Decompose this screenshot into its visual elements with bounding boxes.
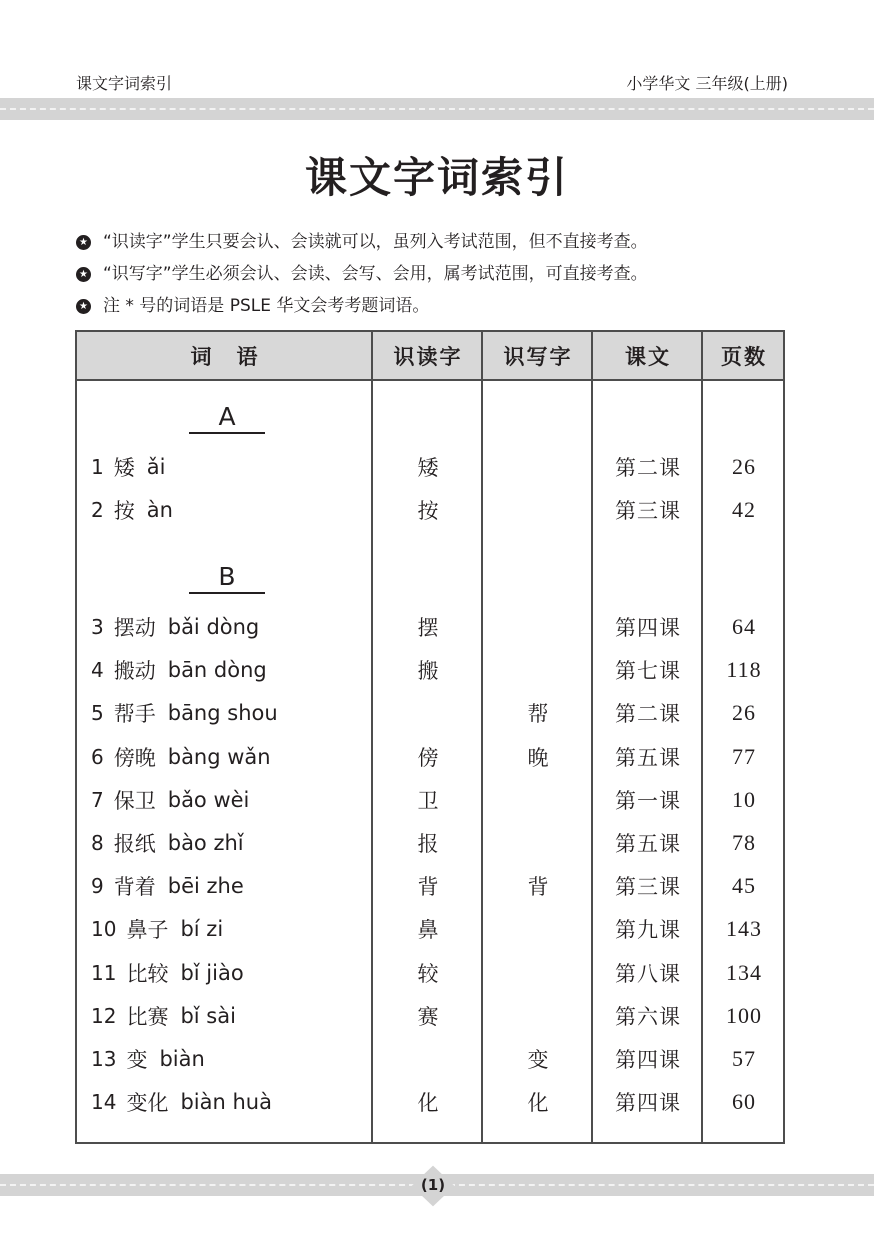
table-row: [77, 780, 783, 820]
entry-word: 鼻子: [126, 918, 169, 943]
lesson-cell: 第二课: [615, 456, 681, 480]
header-band: [0, 98, 874, 120]
star-in-circle-icon: ★: [76, 267, 91, 282]
page-cell: 26: [732, 454, 756, 479]
read-char-cell: 报: [417, 832, 439, 856]
write-char-cell: 晚: [527, 745, 549, 770]
lesson-cell: 第三课: [615, 875, 681, 900]
word-entry: [91, 737, 271, 777]
entry-number: 6: [91, 744, 104, 769]
column-header-page: 页数: [721, 344, 767, 369]
read-char-cell: 背: [417, 875, 439, 900]
column-header-lesson: 课文: [625, 344, 671, 369]
page-cell: 143: [726, 916, 762, 942]
page-cell: 78: [732, 830, 756, 855]
entry-pinyin: bí zi: [180, 917, 224, 942]
entry-word: 比较: [126, 961, 169, 986]
entry-pinyin: bàng wǎn: [167, 744, 271, 769]
word-entry: [91, 650, 267, 690]
section-letter: B: [189, 562, 265, 594]
note-item: [76, 258, 648, 290]
write-char-cell: [483, 650, 593, 690]
entry-pinyin: bāng shou: [167, 701, 278, 726]
word-entry: [91, 866, 244, 906]
entry-number: 3: [91, 615, 104, 639]
entry-number: 12: [91, 1003, 117, 1028]
entry-number: 11: [91, 960, 117, 985]
entry-word: 变: [126, 1048, 148, 1072]
entry-number: 4: [91, 658, 104, 683]
write-char-cell: [483, 953, 593, 993]
section-letter: A: [189, 402, 265, 434]
entry-pinyin: bǐ sài: [180, 1003, 236, 1028]
entry-pinyin: bǎo wèi: [167, 787, 250, 812]
entry-number: 10: [91, 917, 117, 942]
lesson-cell: 第四课: [615, 1048, 681, 1072]
entry-number: 9: [91, 874, 104, 899]
entry-word: 保卫: [113, 788, 156, 813]
table-row: [77, 607, 783, 647]
entry-word: 比赛: [126, 1004, 169, 1029]
entry-number: 5: [91, 701, 104, 726]
read-char-cell: 搬: [417, 659, 439, 684]
table-row: [77, 693, 783, 733]
entry-number: 13: [91, 1047, 117, 1071]
read-char-cell: [373, 1039, 483, 1079]
page-cell: 77: [732, 743, 756, 769]
lesson-cell: 第七课: [615, 659, 681, 684]
table-row: [77, 1082, 783, 1122]
entry-pinyin: ǎi: [146, 455, 166, 479]
word-entry: [91, 780, 249, 820]
read-char-cell: 傍: [417, 745, 439, 770]
page-cell: 134: [726, 959, 762, 985]
note-text: “识写字”学生必须会认、会读、会写、会用，属考试范围，可直接考查。: [103, 264, 648, 284]
lesson-cell: 第三课: [615, 499, 681, 524]
word-entry: [91, 953, 244, 993]
table-row: [77, 953, 783, 993]
lesson-cell: 第四课: [615, 1091, 681, 1116]
read-char-cell: [373, 693, 483, 733]
entry-pinyin: bào zhǐ: [167, 831, 244, 855]
page-cell: 118: [726, 657, 762, 683]
column-header-write-char: 识写字: [503, 344, 573, 369]
page-cell: 10: [732, 786, 756, 812]
lesson-cell: 第四课: [615, 616, 681, 640]
entry-pinyin: bǎi dòng: [167, 615, 260, 639]
lesson-cell: 第五课: [615, 832, 681, 856]
entry-word: 帮手: [113, 702, 156, 727]
write-char-cell: [483, 447, 593, 487]
entry-pinyin: bān dòng: [167, 658, 267, 683]
word-entry: [91, 996, 236, 1036]
star-in-circle-icon: ★: [76, 235, 91, 250]
column-header-read-char: 识读字: [393, 344, 463, 369]
dashed-line: [0, 108, 874, 110]
word-entry: [91, 823, 244, 863]
write-char-cell: [483, 823, 593, 863]
word-entry: [91, 909, 223, 949]
entry-pinyin: biàn huà: [180, 1090, 272, 1115]
write-char-cell: 化: [527, 1091, 549, 1116]
entry-pinyin: àn: [146, 498, 173, 523]
entry-word: 搬动: [113, 659, 156, 684]
star-in-circle-icon: ★: [76, 299, 91, 314]
table-row: [77, 490, 783, 530]
lesson-cell: 第五课: [615, 745, 681, 770]
page-cell: 45: [732, 873, 756, 899]
entry-pinyin: bēi zhe: [167, 874, 244, 899]
note-item: [76, 290, 648, 322]
write-char-cell: 背: [527, 875, 549, 900]
write-char-cell: [483, 909, 593, 949]
entry-word: 傍晚: [113, 745, 156, 770]
table-row: [77, 866, 783, 906]
lesson-cell: 第一课: [615, 788, 681, 813]
write-char-cell: 帮: [527, 702, 549, 727]
page-cell: 100: [726, 1002, 762, 1028]
word-entry: [91, 447, 165, 487]
write-char-cell: [483, 490, 593, 530]
write-char-cell: [483, 780, 593, 820]
read-char-cell: 赛: [417, 1004, 439, 1029]
note-text: 注 * 号的词语是 PSLE 华文会考考题词语。: [103, 296, 430, 316]
column-header-word: 词 语: [190, 344, 260, 369]
table-row: [77, 737, 783, 777]
table-row: [77, 447, 783, 487]
entry-number: 7: [91, 787, 104, 812]
lesson-cell: 第八课: [615, 961, 681, 986]
read-char-cell: 鼻: [417, 918, 439, 943]
write-char-cell: 变: [527, 1048, 549, 1072]
read-char-cell: 摆: [417, 616, 439, 640]
entry-number: 1: [91, 455, 104, 479]
word-entry: [91, 607, 259, 647]
table-row: [77, 650, 783, 690]
running-header-right: 小学华文 三年级(上册): [626, 73, 788, 93]
word-entry: [91, 1039, 205, 1079]
lesson-cell: 第六课: [615, 1004, 681, 1029]
running-header-left: 课文字词索引: [76, 73, 173, 93]
note-text: “识读字”学生只要会认、会读就可以，虽列入考试范围，但不直接考查。: [103, 232, 648, 252]
entry-word: 变化: [126, 1091, 169, 1116]
page-title: 课文字词索引: [304, 153, 569, 202]
page-cell: 64: [732, 614, 756, 639]
read-char-cell: 化: [417, 1091, 439, 1116]
read-char-cell: 按: [417, 499, 439, 524]
entry-pinyin: bǐ jiào: [180, 960, 244, 985]
page-cell: 42: [732, 497, 756, 523]
write-char-cell: [483, 607, 593, 647]
entry-number: 2: [91, 498, 104, 523]
page-cell: 57: [732, 1046, 756, 1071]
read-char-cell: 较: [417, 961, 439, 986]
word-index-table: [75, 330, 785, 1144]
write-char-cell: [483, 996, 593, 1036]
page-cell: 60: [732, 1089, 756, 1115]
note-item: [76, 226, 648, 258]
lesson-cell: 第九课: [615, 918, 681, 943]
read-char-cell: 矮: [417, 456, 439, 480]
entry-word: 按: [113, 499, 135, 524]
notes-list: [76, 226, 648, 322]
running-header: [76, 70, 788, 94]
page-number-badge: [409, 1165, 457, 1207]
entry-number: 8: [91, 831, 104, 855]
read-char-cell: 卫: [417, 788, 439, 813]
entry-number: 14: [91, 1090, 117, 1115]
page-cell: 26: [732, 700, 756, 726]
table-row: [77, 1039, 783, 1079]
word-entry: [91, 1082, 272, 1122]
lesson-cell: 第二课: [615, 702, 681, 727]
entry-word: 摆动: [113, 616, 156, 640]
table-header: [77, 332, 783, 381]
entry-word: 背着: [113, 875, 156, 900]
entry-pinyin: biàn: [159, 1047, 205, 1071]
table-row: [77, 996, 783, 1036]
table-row: [77, 823, 783, 863]
word-entry: [91, 693, 278, 733]
page-number: (1): [420, 1176, 446, 1194]
entry-word: 报纸: [113, 832, 156, 856]
word-entry: [91, 490, 173, 530]
entry-word: 矮: [113, 456, 135, 480]
table-row: [77, 909, 783, 949]
